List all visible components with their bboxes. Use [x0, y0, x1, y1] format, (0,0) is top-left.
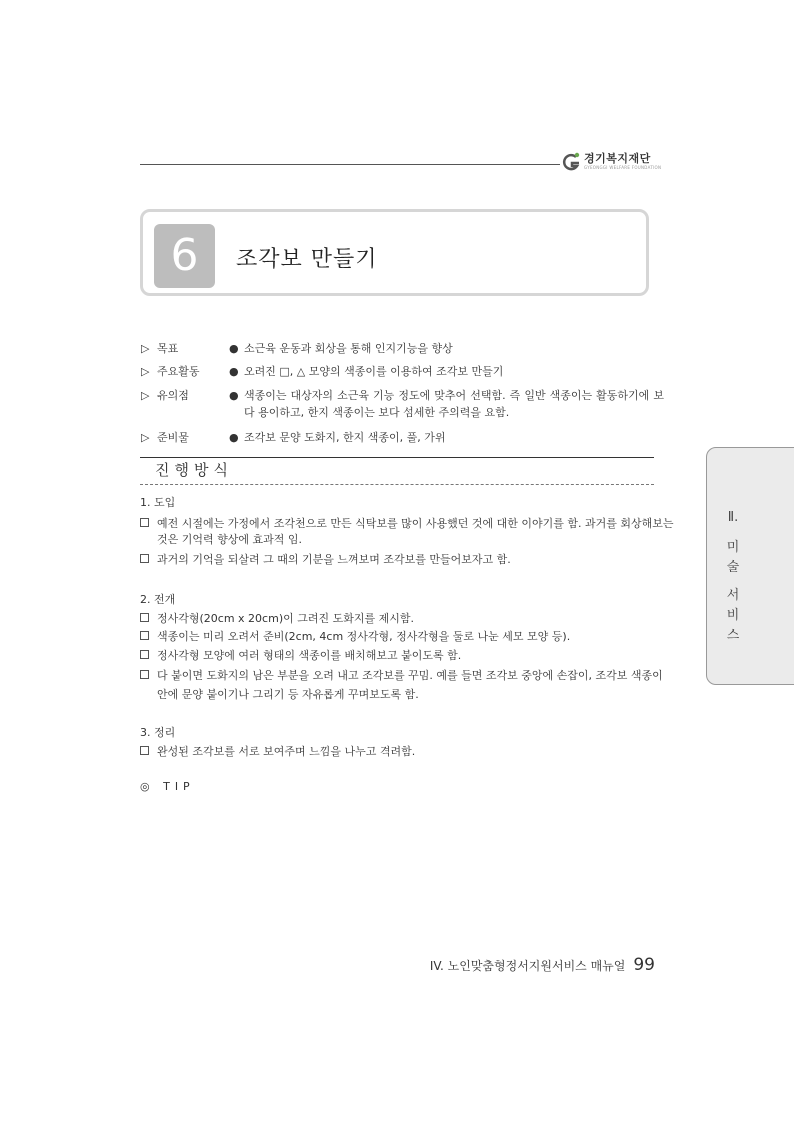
list-item: 정사각형(20cm x 20cm)이 그려진 도화지를 제시함. [140, 610, 414, 626]
logo [562, 151, 661, 173]
list-item-continued: 안에 문양 붙이기나 그리기 등 자유롭게 꾸며보도록 함. [157, 688, 419, 701]
side-tab-char: 스 [726, 628, 740, 643]
list-item: 색종이는 미리 오려서 준비(2cm, 4cm 정사각형, 정사각형을 둘로 나눈 세모 모양 등). [140, 628, 570, 644]
list-item: 예전 시절에는 가정에서 조각천으로 만든 식탁보를 많이 사용했던 것에 대한 이야기를 함. 과거를 회상해보는 [140, 515, 674, 531]
triangle-right-icon: ▷ [141, 342, 150, 355]
side-tab-roman: Ⅱ. [727, 510, 739, 525]
tip-label: ◎ TIP [140, 780, 195, 793]
bullet-icon: ● [229, 342, 239, 355]
checkbox-square-icon [140, 613, 149, 622]
page-number: 99 [633, 955, 655, 975]
triangle-right-icon: ▷ [141, 365, 150, 378]
list-item-continued: 것은 기억력 향상에 효과적 임. [157, 533, 302, 546]
section-rule-top [140, 457, 654, 458]
list-item: 다 붙이면 도화지의 남은 부분을 오려 내고 조각보를 꾸밈. 예를 들면 조각보 중앙에 손잡이, 조각보 색종이 [140, 667, 663, 683]
footer-text: IV. 노인맞춤형정서지원서비스 매뉴얼 [429, 959, 626, 973]
logo-name: 경기복지재단 [584, 152, 651, 165]
header-rule [140, 164, 560, 165]
section-title: 진행방식 [155, 461, 233, 479]
list-item: 완성된 조각보를 서로 보여주며 느낌을 나누고 격려함. [140, 743, 415, 759]
activity-title-box [140, 209, 649, 296]
bullet-icon: ● [229, 431, 239, 444]
triangle-right-icon: ▷ [141, 431, 150, 444]
section-heading-wrapup: 3. 정리 [140, 726, 176, 739]
info-value: 색종이는 대상자의 소근육 기능 정도에 맞추어 선택함. 즉 일반 색종이는 활동하기에 보다 용이하고, 한지 색종이는 보다 섬세한 주의력을 요함. [244, 389, 664, 419]
checkbox-square-icon [140, 650, 149, 659]
logo-subtitle: GYEONGGI WELFARE FOUNDATION [584, 165, 662, 170]
triangle-right-icon: ▷ [141, 389, 150, 402]
side-tab-char: 비 [726, 608, 740, 623]
checkbox-square-icon [140, 554, 149, 563]
side-tab-char: 미 [726, 540, 740, 555]
info-value: 오려진 □, △ 모양의 색종이를 이용하여 조각보 만들기 [244, 365, 504, 378]
checkbox-square-icon [140, 631, 149, 640]
checkbox-square-icon [140, 670, 149, 679]
side-tab-char: 술 [726, 560, 740, 575]
checkbox-square-icon [140, 518, 149, 527]
chapter-side-tab [706, 447, 794, 685]
activity-number: 6 [154, 224, 215, 288]
section-heading-intro: 1. 도입 [140, 496, 176, 509]
activity-title: 조각보 만들기 [236, 247, 378, 272]
side-tab-text [723, 508, 743, 646]
side-tab-char: 서 [726, 588, 740, 603]
section-heading-develop: 2. 전개 [140, 593, 176, 606]
info-value: 소근육 운동과 회상을 통해 인지기능을 향상 [244, 342, 453, 355]
bullet-icon: ● [229, 365, 239, 378]
info-value: 조각보 문양 도화지, 한지 색종이, 풀, 가위 [244, 431, 446, 444]
checkbox-square-icon [140, 746, 149, 755]
list-item: 정사각형 모양에 여러 형태의 색종이를 배치해보고 붙이도록 함. [140, 647, 461, 663]
page-footer [430, 955, 655, 975]
foundation-logo-icon [562, 151, 582, 173]
section-rule-dashed [140, 484, 654, 485]
list-item: 과거의 기억을 되살려 그 때의 기분을 느껴보며 조각보를 만들어보자고 함. [140, 551, 511, 567]
bullet-icon: ● [229, 389, 239, 402]
